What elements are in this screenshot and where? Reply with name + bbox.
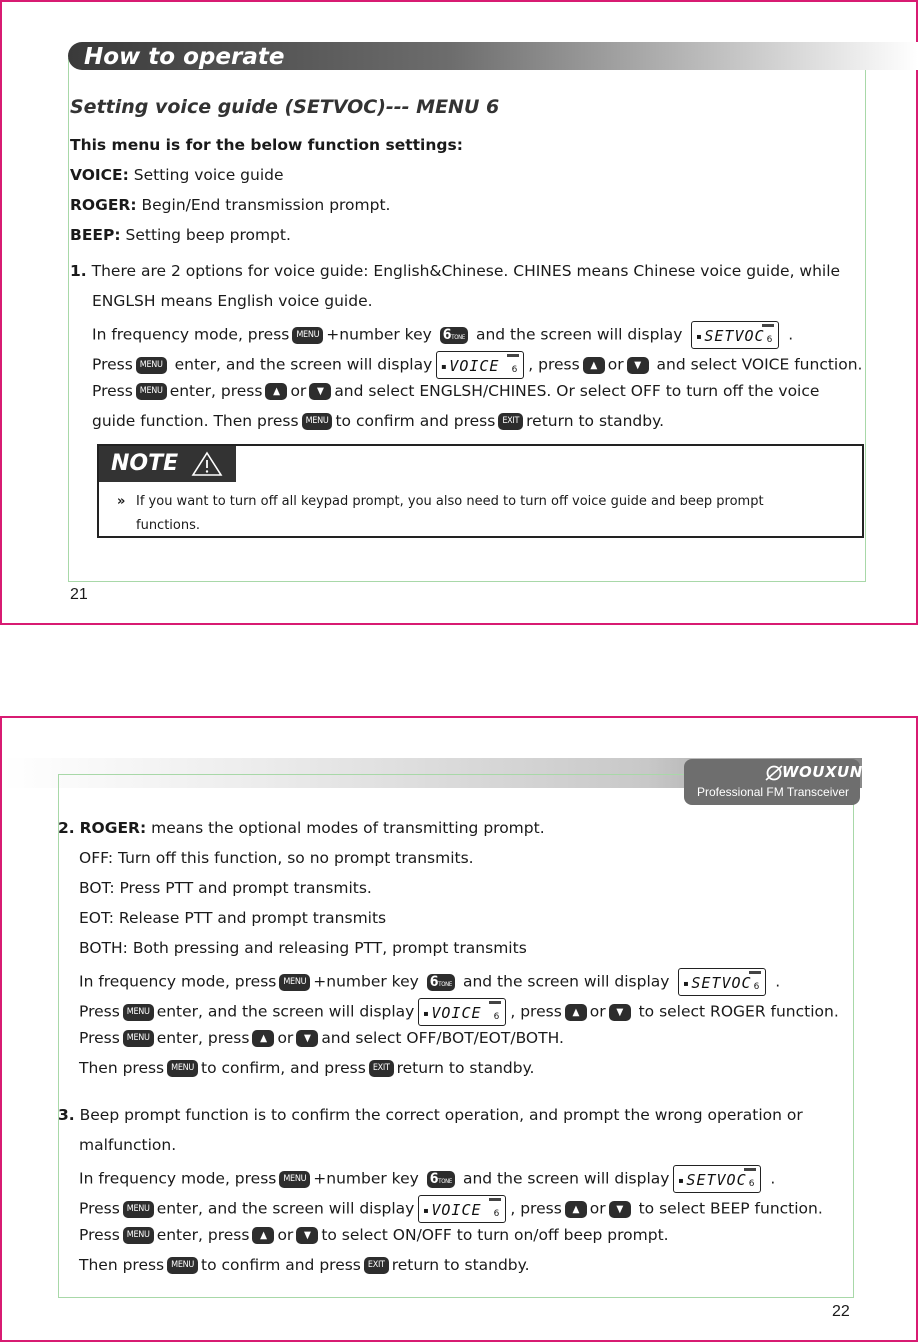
down-arrow-key-icon: ▼ [609, 1201, 631, 1218]
step3-line3 [79, 1165, 775, 1193]
menu-key-icon: MENU [123, 1004, 154, 1021]
lcd-voice-icon: ▪ VOICE 6 [436, 351, 524, 379]
exit-key-icon: EXIT [498, 413, 523, 430]
key-sub: TONE [451, 333, 466, 341]
def-label: ROGER: [70, 196, 137, 214]
key-sub: TONE [438, 1177, 453, 1185]
text: , press [528, 355, 580, 374]
step2-line1 [58, 818, 545, 838]
text: to select BEEP function. [638, 1199, 823, 1218]
step2-line5 [79, 968, 780, 996]
key-digit: 6 [442, 326, 452, 343]
brand-badge [684, 759, 863, 805]
page-number: 21 [70, 586, 88, 603]
step1-line1 [70, 261, 840, 281]
down-arrow-key-icon: ▼ [627, 357, 649, 374]
step2-off: OFF: Turn off this function, so no prompt transmits. [79, 849, 474, 867]
step1-line4 [92, 351, 862, 379]
def-text: Begin/End transmission prompt. [141, 196, 391, 214]
menu-key-icon: MENU [136, 383, 167, 400]
text: and the screen will display [475, 325, 683, 344]
text: . [788, 325, 794, 344]
lcd-text: VOICE [431, 1004, 482, 1022]
page-22 [0, 716, 918, 1342]
def-text: Setting beep prompt. [125, 226, 291, 244]
lcd-num: 6 [493, 1012, 500, 1022]
text: return to standby. [396, 1059, 535, 1077]
lcd-setvoc-icon: ▪ SETVOC 6 [678, 968, 766, 996]
up-arrow-key-icon: ▲ [565, 1201, 587, 1218]
step-text: Beep prompt function is to confirm the correct operation, and prompt the wrong operation or [79, 1106, 803, 1124]
text: Press [79, 1029, 120, 1047]
lcd-num: 6 [766, 335, 773, 345]
text: Press [79, 1002, 120, 1021]
step3-line4 [79, 1195, 823, 1223]
down-arrow-key-icon: ▼ [609, 1004, 631, 1021]
key-digit: 6 [429, 973, 439, 990]
step-number: 3. [58, 1106, 75, 1124]
step-text: There are 2 options for voice guide: English&Chinese. CHINES means Chinese voice guide, while [91, 262, 841, 280]
up-arrow-key-icon: ▲ [252, 1030, 274, 1047]
text: and select OFF/BOT/EOT/BOTH. [321, 1029, 564, 1047]
step2-line7 [79, 1028, 564, 1048]
menu-key-icon: MENU [292, 327, 323, 344]
text: Press [92, 382, 133, 400]
lcd-num: 6 [493, 1209, 500, 1219]
step2-bot: BOT: Press PTT and prompt transmits. [79, 879, 372, 897]
menu-key-icon: MENU [123, 1030, 154, 1047]
menu-key-icon: MENU [123, 1201, 154, 1218]
text: Press [79, 1226, 120, 1244]
lcd-voice-icon: ▪ VOICE 6 [418, 1195, 506, 1223]
step-text: means the optional modes of transmitting prompt. [151, 819, 545, 837]
text: return to standby. [391, 1256, 530, 1274]
text: Press [92, 355, 133, 374]
note-box [97, 444, 864, 538]
menu-key-icon: MENU [279, 974, 310, 991]
text: or [607, 355, 624, 374]
text: Press [79, 1199, 120, 1218]
text: return to standby. [526, 412, 664, 430]
key-sub: TONE [438, 980, 453, 988]
warning-icon [191, 451, 223, 477]
def-label: BEEP: [70, 226, 121, 244]
text: or [277, 1226, 294, 1244]
lcd-voice-icon: ▪ VOICE 6 [418, 998, 506, 1026]
text: +number key [313, 1169, 419, 1188]
step2-both: BOTH: Both pressing and releasing PTT, prompt transmits [79, 939, 527, 957]
six-tone-key-icon [427, 974, 455, 991]
down-arrow-key-icon: ▼ [296, 1030, 318, 1047]
text: or [589, 1002, 606, 1021]
page-number: 22 [832, 1303, 850, 1320]
lcd-num: 6 [753, 982, 760, 992]
text: enter, and the screen will display [156, 1199, 415, 1218]
text: In frequency mode, press [79, 972, 277, 991]
step2-line6 [79, 998, 839, 1026]
text: enter, and the screen will display [156, 1002, 415, 1021]
text: or [290, 382, 307, 400]
lcd-setvoc-icon: ▪ SETVOC 6 [691, 321, 779, 349]
def-beep [70, 225, 291, 245]
text: guide function. Then press [92, 412, 299, 430]
page-title: Setting voice guide (SETVOC)--- MENU 6 [70, 96, 500, 118]
step1-line6 [92, 411, 664, 431]
page-21 [0, 0, 918, 625]
text: and the screen will display [462, 972, 670, 991]
step2-eot: EOT: Release PTT and prompt transmits [79, 909, 387, 927]
step3-line5 [79, 1225, 669, 1245]
six-tone-key-icon [427, 1171, 455, 1188]
text: enter, press [169, 382, 263, 400]
lcd-num: 6 [511, 365, 518, 375]
step2-line8 [79, 1058, 534, 1078]
note-line1: If you want to turn off all keypad prompt, you also need to turn off voice guide and beep prompt [136, 494, 764, 509]
down-arrow-key-icon: ▼ [296, 1227, 318, 1244]
text: +number key [313, 972, 419, 991]
brand-subtitle: Professional FM Transceiver [697, 785, 850, 799]
up-arrow-key-icon: ▲ [565, 1004, 587, 1021]
step1-line2: ENGLSH means English voice guide. [92, 292, 373, 310]
text: to confirm and press [201, 1256, 361, 1274]
text: enter, press [156, 1226, 250, 1244]
note-label: NOTE [111, 451, 179, 476]
step1-line5 [92, 381, 819, 401]
text: In frequency mode, press [92, 325, 290, 344]
text: Then press [79, 1256, 165, 1274]
text: . [775, 972, 781, 991]
text: or [277, 1029, 294, 1047]
text: In frequency mode, press [79, 1169, 277, 1188]
step1-line3 [92, 321, 793, 349]
text: to select ROGER function. [638, 1002, 839, 1021]
step-label: ROGER: [79, 819, 147, 837]
text: and select VOICE function. [656, 355, 863, 374]
key-digit: 6 [429, 1170, 439, 1187]
def-roger [70, 195, 390, 215]
up-arrow-key-icon: ▲ [252, 1227, 274, 1244]
note-line2: functions. [136, 518, 201, 533]
lcd-num: 6 [748, 1179, 755, 1189]
menu-key-icon: MENU [167, 1257, 198, 1274]
menu-key-icon: MENU [136, 357, 167, 374]
def-voice [70, 165, 284, 185]
lcd-text: SETVOC [691, 974, 752, 992]
menu-key-icon: MENU [302, 413, 333, 430]
text: enter, and the screen will display [174, 355, 433, 374]
step3-line6 [79, 1255, 530, 1275]
menu-key-icon: MENU [167, 1060, 198, 1077]
six-tone-key-icon [440, 327, 468, 344]
step-number: 2. [58, 819, 75, 837]
text: +number key [326, 325, 432, 344]
exit-key-icon: EXIT [369, 1060, 394, 1077]
up-arrow-key-icon: ▲ [583, 357, 605, 374]
text: , press [510, 1199, 562, 1218]
lcd-text: VOICE [449, 357, 500, 375]
text: and select ENGLSH/CHINES. Or select OFF to turn off the voice [334, 382, 820, 400]
text: Then press [79, 1059, 165, 1077]
note-chevron-icon: » [117, 494, 126, 509]
wouxun-logo-icon [764, 764, 784, 782]
text: and the screen will display [462, 1169, 670, 1188]
text: . [770, 1169, 776, 1188]
step3-line2: malfunction. [79, 1136, 177, 1154]
def-text: Setting voice guide [133, 166, 284, 184]
intro-text: This menu is for the below function settings: [70, 136, 463, 154]
menu-key-icon: MENU [123, 1227, 154, 1244]
exit-key-icon: EXIT [364, 1257, 389, 1274]
lcd-text: SETVOC [704, 327, 765, 345]
text: to select ON/OFF to turn on/off beep prompt. [321, 1226, 669, 1244]
brand-name: WOUXUN [782, 763, 863, 781]
def-label: VOICE: [70, 166, 129, 184]
text: , press [510, 1002, 562, 1021]
lcd-text: VOICE [431, 1201, 482, 1219]
lcd-setvoc-icon: ▪ SETVOC 6 [673, 1165, 761, 1193]
up-arrow-key-icon: ▲ [265, 383, 287, 400]
header-title: How to operate [84, 44, 285, 70]
text: to confirm and press [335, 412, 496, 430]
step3-line1 [58, 1105, 803, 1125]
text: to confirm, and press [201, 1059, 366, 1077]
down-arrow-key-icon: ▼ [309, 383, 331, 400]
text: enter, press [156, 1029, 250, 1047]
menu-key-icon: MENU [279, 1171, 310, 1188]
lcd-text: SETVOC [686, 1171, 747, 1189]
step-number: 1. [70, 262, 87, 280]
text: or [589, 1199, 606, 1218]
